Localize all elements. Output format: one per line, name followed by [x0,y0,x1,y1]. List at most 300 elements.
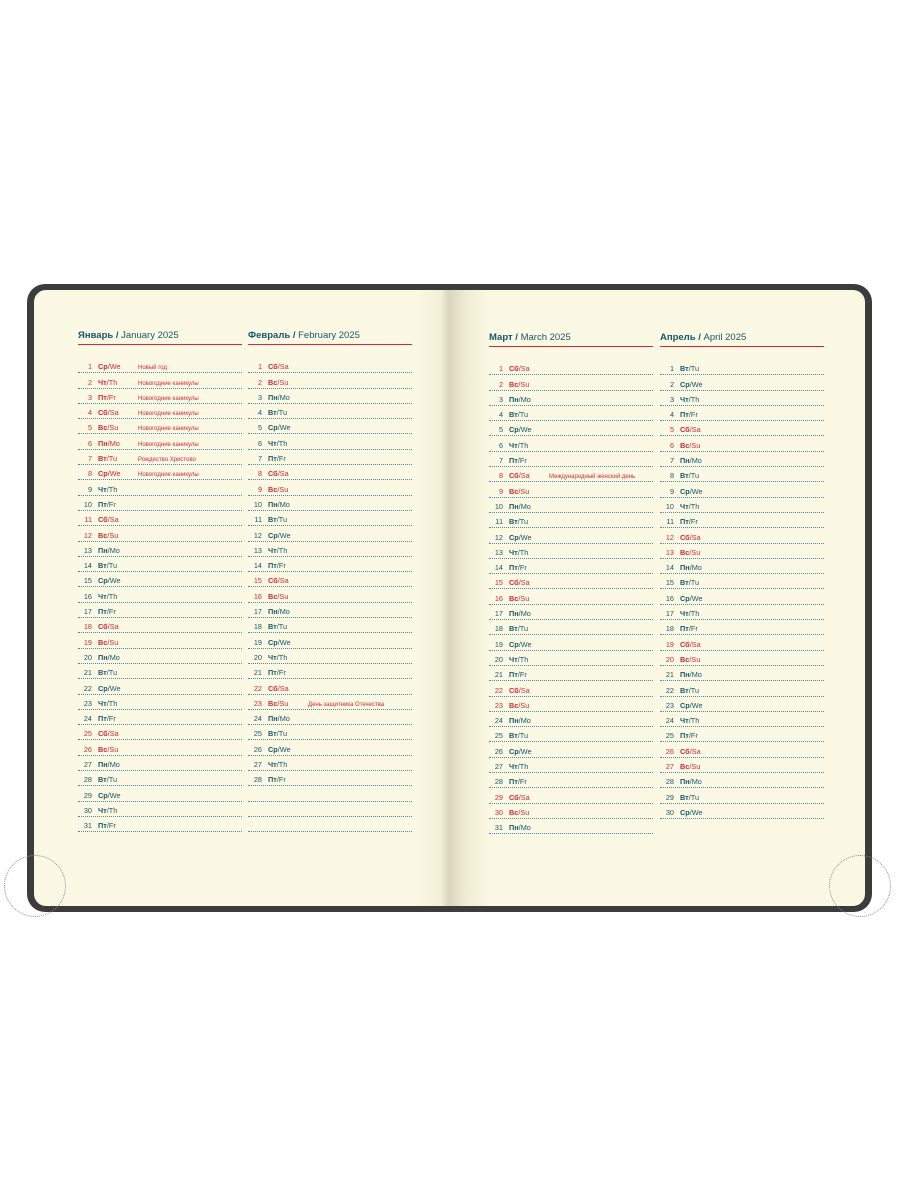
day-number: 30 [83,805,92,815]
month-column-april [660,332,824,819]
day-row [660,727,824,742]
weekday-ru: Ср [680,379,690,389]
weekday-en: We [691,379,703,389]
weekday [268,699,308,708]
weekday [680,456,720,465]
weekday-ru: Ср [680,593,690,603]
weekday-en: Fr [519,563,527,573]
weekday-separator: / [518,823,521,833]
weekday-ru: Чт [680,394,689,404]
weekday-en: We [109,790,121,800]
weekday-ru: Чт [680,716,689,726]
weekday-separator: / [276,622,279,632]
day-row [248,389,412,404]
holiday-note: День защитника Отечества [308,701,385,708]
day-row [660,375,824,390]
day-number: 19 [665,639,674,649]
holiday-note: Новогодние каникулы [138,380,199,387]
weekday-separator: / [689,639,692,649]
weekday-en: Th [108,591,118,601]
weekday-ru: Чт [268,545,277,555]
weekday-separator: / [107,683,110,693]
weekday-ru: Пн [680,456,690,466]
weekday-en: Th [108,377,118,387]
weekday-separator: / [689,440,692,450]
day-row [489,406,653,421]
month-name-ru: Апрель [660,332,696,343]
weekday-en: Mo [279,499,290,509]
weekday-separator: / [106,454,109,464]
weekday-separator: / [518,746,521,756]
weekday-en: Su [691,654,701,664]
day-number: 8 [87,469,92,479]
weekday-ru: Вт [509,624,518,634]
day-row [660,651,824,666]
weekday-separator: / [107,469,110,479]
weekday-en: Tu [519,731,529,741]
planner-notebook [27,284,872,912]
weekday-separator: / [518,716,521,726]
day-number: 31 [494,823,503,833]
weekday-ru: Чт [98,377,107,387]
weekday-separator: / [518,425,521,435]
weekday [98,485,138,494]
day-number: 24 [494,716,503,726]
weekday [98,454,138,463]
weekday [98,378,138,387]
weekday-en: Tu [690,792,700,802]
weekday [98,622,138,631]
weekday-en: Mo [691,456,702,466]
day-row [78,587,242,602]
day-number: 6 [498,440,503,450]
weekday-separator: / [517,670,520,680]
weekday-en: Mo [279,392,290,402]
day-row [248,695,412,710]
weekday-ru: Вт [680,792,689,802]
day-row [78,526,242,541]
weekday-en: Sa [520,364,530,374]
day-number: 7 [87,454,92,464]
day-number: 5 [87,423,92,433]
day-row [248,710,412,725]
weekday [509,594,549,603]
day-row [660,605,824,620]
weekday-en: Tu [278,622,288,632]
weekday-ru: Чт [268,438,277,448]
weekday-en: Th [519,654,529,664]
weekday-ru: Сб [509,364,519,374]
day-row [489,804,653,819]
day-number: 23 [253,698,262,708]
weekday-ru: Вс [268,377,278,387]
weekday-ru: Пн [509,394,519,404]
day-number: 25 [253,729,262,739]
weekday-en: Sa [691,746,701,756]
day-row [248,542,412,557]
weekday-en: Su [520,379,530,389]
weekday-ru: Чт [680,501,689,511]
weekday-ru: Пн [268,499,278,509]
holiday-note: Новогодние каникулы [138,395,199,402]
weekday-en: We [520,639,532,649]
day-number: 28 [665,777,674,787]
month-header [248,330,412,345]
weekday-ru: Ср [98,469,108,479]
day-number: 4 [498,410,503,420]
day-number: 2 [669,379,674,389]
weekday-ru: Вт [509,731,518,741]
weekday-ru: Пт [509,670,518,680]
day-number: 8 [257,469,262,479]
weekday [268,653,308,662]
weekday-ru: Вс [509,486,519,496]
month-name-en: March 2025 [520,332,571,343]
day-row [248,465,412,480]
weekday-separator: / [689,547,692,557]
weekday-separator: / [518,792,521,802]
day-number: 9 [498,486,503,496]
day-number: 30 [494,807,503,817]
weekday-separator: / [107,622,110,632]
weekday-en: Fr [108,714,116,724]
day-number: 1 [257,362,262,372]
weekday-en: We [279,637,291,647]
weekday-separator: / [689,746,692,756]
day-row [660,360,824,375]
day-number: 10 [253,499,262,509]
day-row [248,679,412,694]
weekday-separator: / [688,364,691,374]
weekday [268,668,308,677]
day-row [660,681,824,696]
day-number: 19 [494,639,503,649]
day-number: 13 [83,545,92,555]
day-number: 13 [253,545,262,555]
day-row [78,465,242,480]
weekday-ru: Пн [680,777,690,787]
day-number: 5 [669,425,674,435]
weekday-en: Th [690,501,700,511]
weekday-ru: Чт [509,440,518,450]
day-row [660,528,824,543]
day-row [248,618,412,633]
day-number: 2 [498,379,503,389]
day-row [660,804,824,819]
weekday-separator: / [277,744,280,754]
weekday [680,380,720,389]
weekday-ru: Чт [268,760,277,770]
weekday-ru: Вс [268,591,278,601]
weekday-ru: Пт [98,821,107,831]
day-number: 1 [498,364,503,374]
weekday-separator: / [688,609,691,619]
weekday-en: Fr [108,499,116,509]
weekday-en: Su [520,807,530,817]
month-separator: / [512,332,521,343]
holiday-note: Новый год [138,365,167,372]
day-number: 29 [494,792,503,802]
weekday-separator: / [106,484,109,494]
weekday-en: Sa [109,729,119,739]
weekday [680,533,720,542]
weekday-en: Tu [278,515,288,525]
weekday [268,714,308,723]
day-row [78,695,242,710]
weekday-ru: Вс [509,700,519,710]
weekday-en: Mo [109,438,120,448]
day-number: 1 [87,362,92,372]
day-row [660,421,824,436]
weekday-separator: / [688,394,691,404]
weekday-ru: Ср [268,423,278,433]
weekday [509,502,549,511]
weekday-en: Tu [278,408,288,418]
day-number: 6 [257,438,262,448]
weekday [509,640,549,649]
day-number: 13 [494,547,503,557]
weekday [98,668,138,677]
weekday [268,622,308,631]
day-row [78,480,242,495]
weekday-ru: Чт [680,609,689,619]
day-row [489,436,653,451]
month-header [660,332,824,347]
corner-arc-right [829,855,891,917]
weekday [680,640,720,649]
weekday-en: Sa [279,683,289,693]
day-number: 31 [83,821,92,831]
weekday-en: Mo [520,394,531,404]
weekday-separator: / [518,364,521,374]
day-number: 27 [494,762,503,772]
day-row [78,649,242,664]
weekday-separator: / [276,408,279,418]
weekday-ru: Ср [98,790,108,800]
weekday-separator: / [107,530,110,540]
day-row [248,649,412,664]
weekday-en: Su [279,484,289,494]
weekday-en: Fr [519,777,527,787]
day-number: 11 [254,515,262,525]
weekday-ru: Вт [268,729,277,739]
day-row [489,605,653,620]
weekday [680,670,720,679]
day-row [78,725,242,740]
weekday-separator: / [277,698,280,708]
weekday [680,364,720,373]
day-row [248,373,412,388]
weekday [509,533,549,542]
weekday-en: Th [519,547,529,557]
day-number: 2 [257,377,262,387]
weekday-en: Fr [278,775,286,785]
day-row [248,419,412,434]
left-page [34,290,449,906]
day-number: 14 [253,561,262,571]
weekday [680,747,720,756]
day-number: 26 [494,746,503,756]
weekday-separator: / [518,593,521,603]
day-row [660,406,824,421]
weekday [680,487,720,496]
weekday [98,515,138,524]
day-number: 13 [665,547,674,557]
weekday [509,563,549,572]
weekday-ru: Вс [268,484,278,494]
day-row [489,788,653,803]
weekday-ru: Пт [680,517,689,527]
weekday-ru: Вс [680,440,690,450]
weekday [268,469,308,478]
weekday [268,485,308,494]
weekday [268,454,308,463]
weekday-separator: / [517,624,520,634]
weekday-ru: Пт [268,775,277,785]
day-row [489,482,653,497]
weekday-ru: Ср [509,639,519,649]
weekday-ru: Сб [98,622,108,632]
weekday-ru: Вс [509,593,519,603]
weekday [680,777,720,786]
weekday-en: Fr [278,454,286,464]
weekday-en: Sa [109,408,119,418]
weekday-separator: / [518,685,521,695]
day-number: 17 [494,609,503,619]
weekday [509,471,549,480]
weekday-ru: Ср [98,576,108,586]
weekday-en: We [279,423,291,433]
day-number: 24 [253,714,262,724]
weekday-ru: Чт [98,805,107,815]
day-number: 16 [83,591,92,601]
day-row [660,467,824,482]
weekday-ru: Пн [509,609,519,619]
day-number: 25 [494,731,503,741]
weekday-ru: Сб [268,683,278,693]
weekday-separator: / [107,637,110,647]
weekday-en: We [109,469,121,479]
day-row [489,758,653,773]
weekday-ru: Вс [268,698,278,708]
weekday-separator: / [276,760,279,770]
weekday-en: Fr [278,561,286,571]
weekday-separator: / [517,456,520,466]
day-row [248,572,412,587]
weekday-separator: / [276,561,279,571]
weekday-separator: / [518,471,521,481]
weekday-ru: Сб [98,408,108,418]
holiday-note: Новогодние каникулы [138,472,199,479]
day-row [78,434,242,449]
day-number: 26 [83,744,92,754]
weekday-en: Tu [519,517,529,527]
weekday-separator: / [689,777,692,787]
weekday-en: Sa [109,515,119,525]
weekday-separator: / [276,729,279,739]
weekday-separator: / [106,607,109,617]
weekday-ru: Пн [98,760,108,770]
day-row [78,618,242,633]
day-row [78,511,242,526]
weekday-separator: / [107,729,110,739]
weekday-en: Fr [108,392,116,402]
weekday-ru: Вс [509,807,519,817]
weekday [680,425,720,434]
day-number: 30 [665,807,674,817]
weekday-en: Th [278,652,288,662]
weekday-separator: / [277,392,280,402]
weekday-en: Fr [690,410,698,420]
day-number: 4 [87,408,92,418]
weekday-ru: Пт [680,624,689,634]
day-number: 22 [494,685,503,695]
weekday-separator: / [518,700,521,710]
day-row [489,589,653,604]
weekday-separator: / [277,484,280,494]
day-row [660,697,824,712]
weekday-separator: / [106,591,109,601]
weekday-ru: Ср [268,744,278,754]
weekday-ru: Вс [98,423,108,433]
weekday-separator: / [106,714,109,724]
weekday-separator: / [277,362,280,372]
weekday [98,393,138,402]
weekday-separator: / [277,637,280,647]
day-number: 12 [253,530,262,540]
day-rows [248,358,412,832]
day-row [489,498,653,513]
day-number: 9 [257,484,262,494]
month-header [78,330,242,345]
day-number: 14 [665,563,674,573]
day-row [78,756,242,771]
weekday [509,731,549,740]
day-number: 22 [253,683,262,693]
weekday-ru: Вт [268,622,277,632]
weekday-separator: / [688,501,691,511]
day-number: 9 [669,486,674,496]
weekday-en: Th [519,440,529,450]
weekday-ru: Ср [680,486,690,496]
day-row [489,666,653,681]
weekday-separator: / [689,593,692,603]
weekday [680,441,720,450]
day-row [248,786,412,801]
weekday [268,393,308,402]
weekday-separator: / [277,377,280,387]
day-row [660,666,824,681]
weekday-separator: / [107,790,110,800]
day-number: 19 [253,637,262,647]
day-number: 15 [83,576,92,586]
weekday-separator: / [107,545,110,555]
day-row [78,633,242,648]
weekday-separator: / [517,517,520,527]
day-row [248,480,412,495]
weekday [509,609,549,618]
day-row [489,528,653,543]
day-row [78,389,242,404]
day-row [660,391,824,406]
weekday-en: Sa [520,471,530,481]
weekday-ru: Пн [509,716,519,726]
day-row [489,620,653,635]
weekday-separator: / [517,410,520,420]
day-row [78,572,242,587]
weekday-ru: Ср [509,532,519,542]
weekday-ru: Вт [680,471,689,481]
